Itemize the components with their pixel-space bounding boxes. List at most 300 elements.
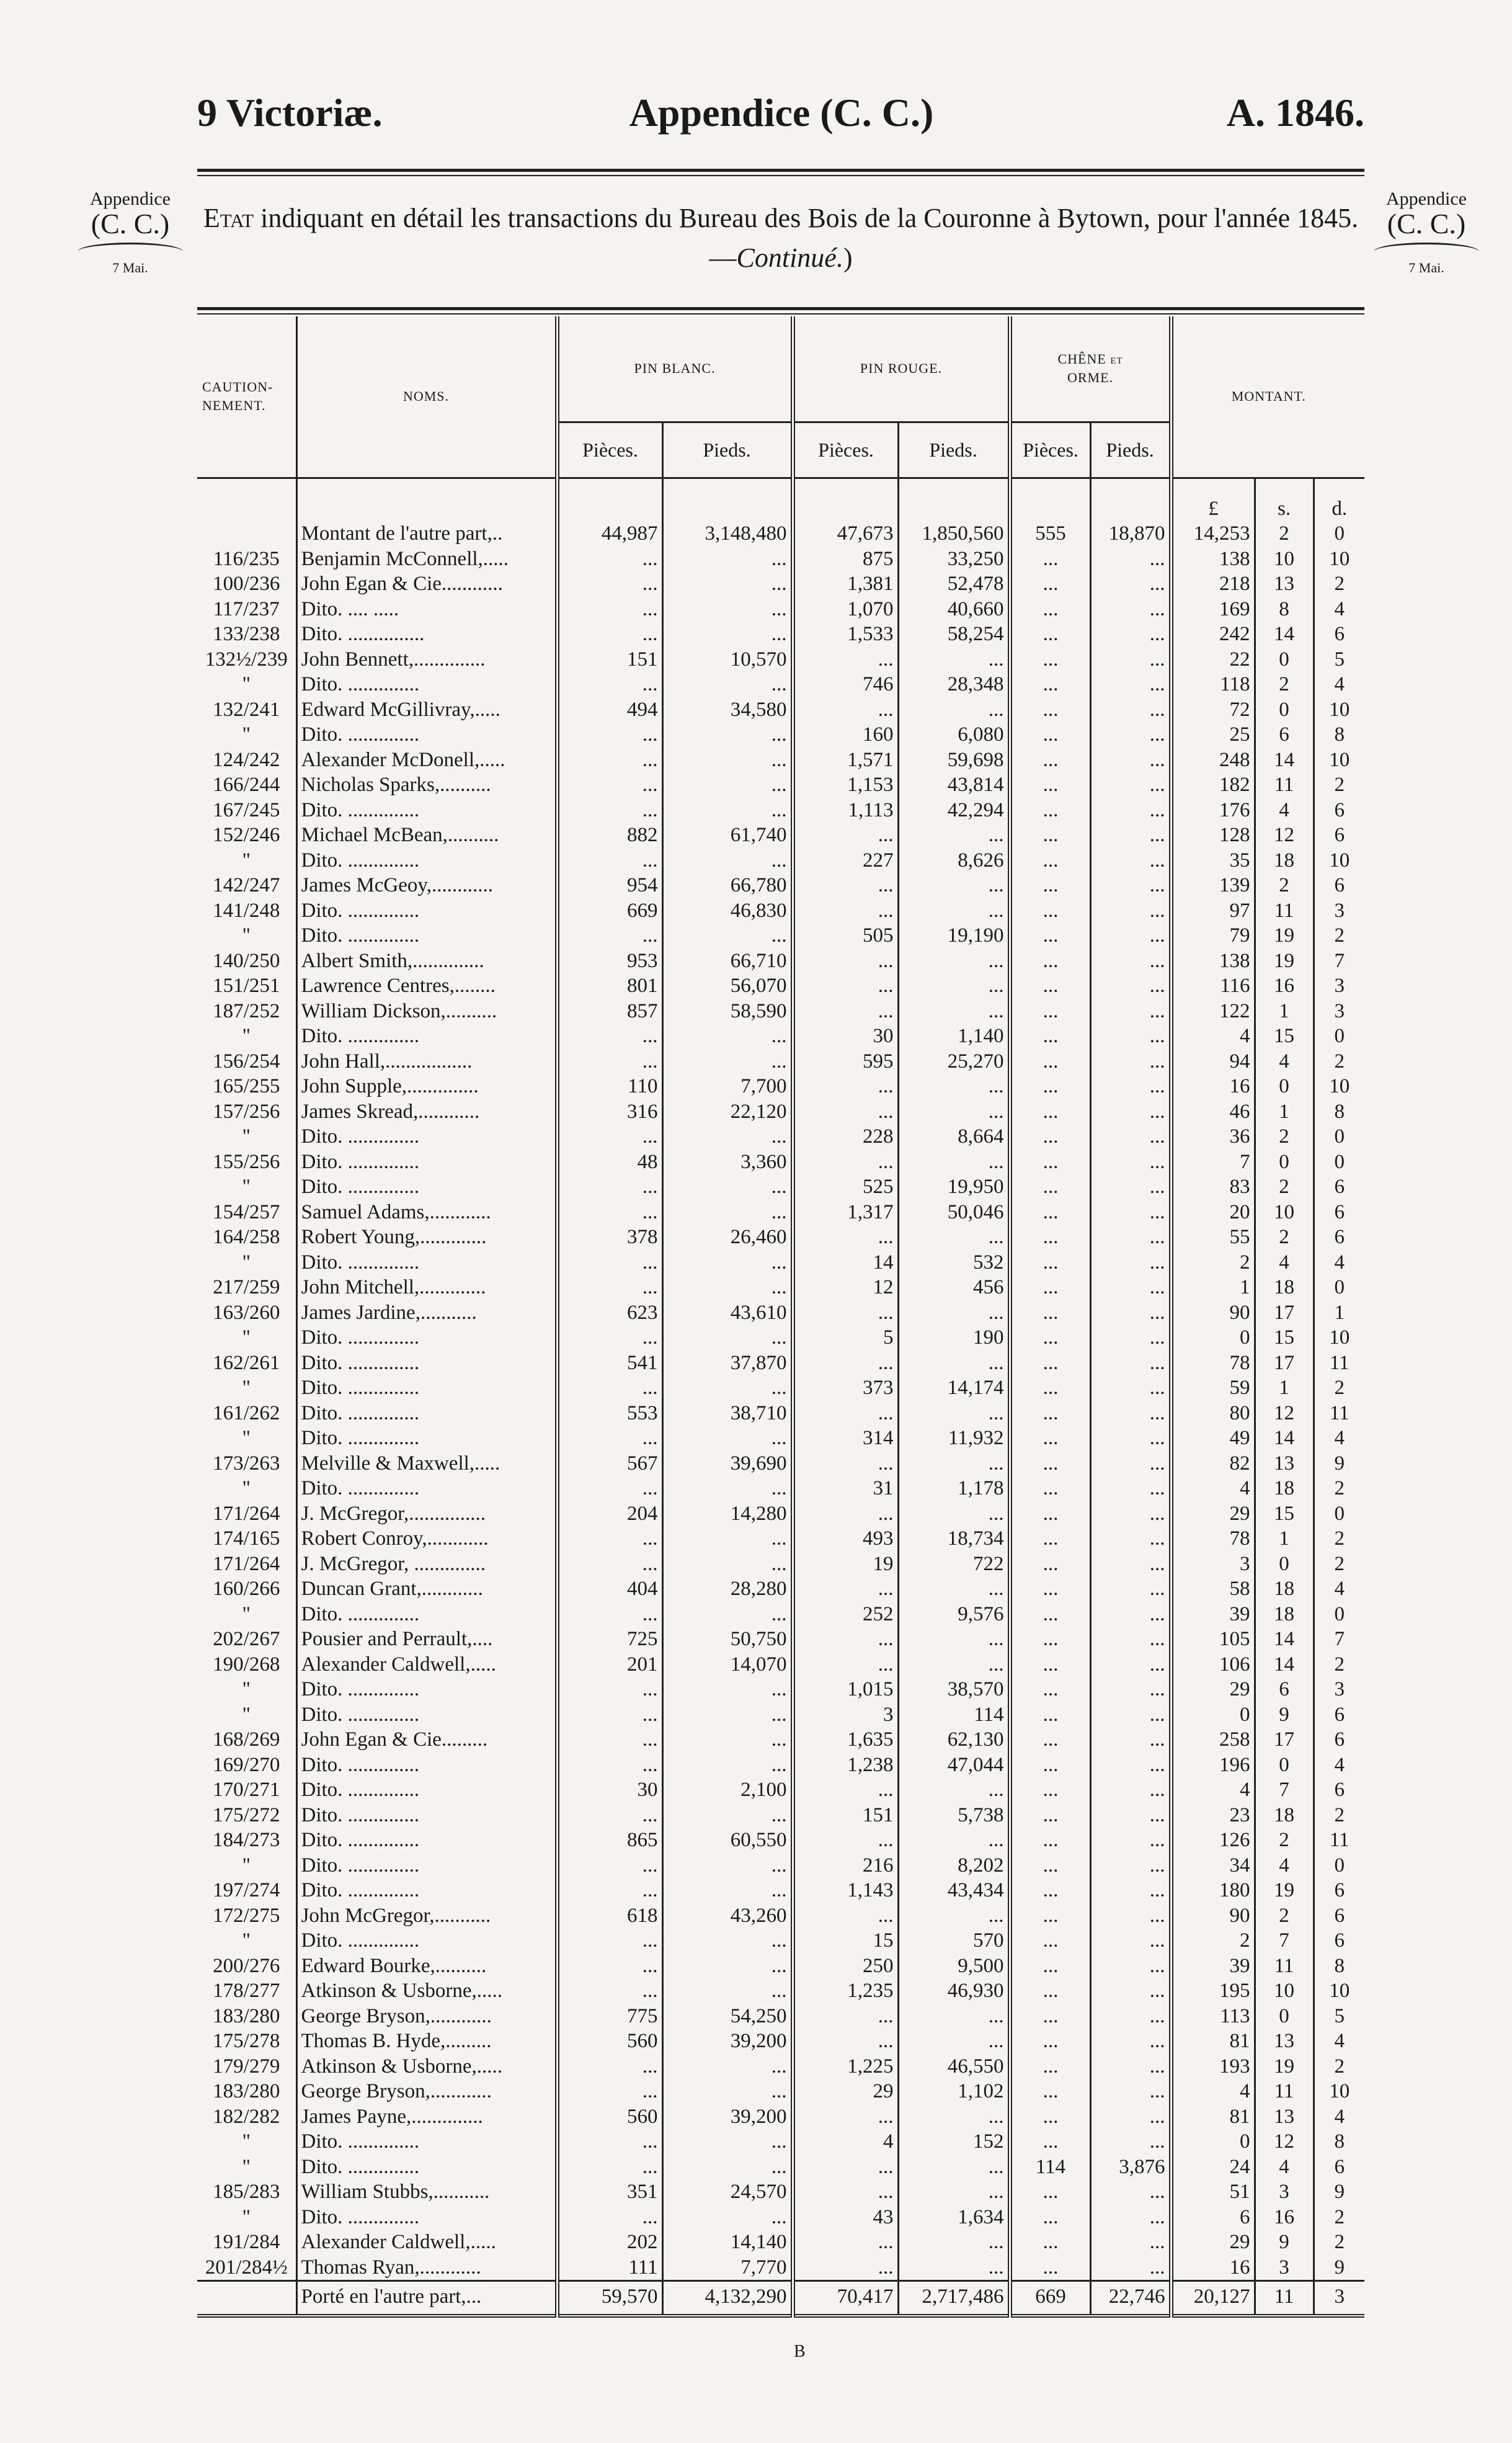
cell-pr-pieds: 1,634 — [898, 2205, 1010, 2230]
cell-co-pieces: ... — [1010, 1652, 1090, 1677]
cell-pounds: 138 — [1171, 547, 1255, 572]
cell-pounds: 118 — [1171, 672, 1255, 697]
cell-name: Dito. .............. — [296, 1124, 557, 1150]
cell-pence: 10 — [1314, 748, 1364, 773]
cell-shillings: 13 — [1255, 2029, 1314, 2054]
col-pin-blanc-pieces: Pièces. — [557, 422, 662, 478]
cell-pr-pieces: ... — [793, 1401, 898, 1426]
cell-name: Dito. .............. — [296, 1602, 557, 1627]
cell-co-pieces: ... — [1010, 1753, 1090, 1778]
cell-co-pieces: ... — [1010, 798, 1090, 823]
table-row — [197, 1853, 1364, 1878]
cell-pr-pieces: 15 — [793, 1928, 898, 1954]
cell-pr-pieds: 50,046 — [898, 1200, 1010, 1225]
cell-co-pieds: ... — [1090, 2004, 1171, 2029]
cell-pence: 3 — [1314, 898, 1364, 924]
cell-name: Dito. .............. — [296, 1150, 557, 1175]
table-row — [197, 647, 1364, 672]
cell-name: Alexander McDonell,..... — [296, 748, 557, 773]
cell-pb-pieces: 48 — [557, 1150, 662, 1175]
cell-pounds: 78 — [1171, 1526, 1255, 1552]
cell-pr-pieces: ... — [793, 1150, 898, 1175]
cell-pr-pieds: ... — [898, 2179, 1010, 2205]
cell-pr-pieds: 43,434 — [898, 1878, 1010, 1903]
cell-shillings: 18 — [1255, 1476, 1314, 1501]
total-cell-pence: 3 — [1314, 2281, 1364, 2316]
cell-pb-pieces: ... — [557, 1853, 662, 1878]
table-row — [197, 1049, 1364, 1074]
cell-name: Dito. .............. — [296, 1375, 557, 1401]
cell-co-pieces: ... — [1010, 1250, 1090, 1275]
cell-pr-pieces: 252 — [793, 1602, 898, 1627]
col-pin-rouge: PIN ROUGE. — [793, 316, 1010, 422]
cell-pr-pieces: 1,070 — [793, 597, 898, 622]
cell-shillings: 1 — [1255, 1375, 1314, 1401]
cell-shillings: 19 — [1255, 1878, 1314, 1903]
cell-name: Edward McGillivray,..... — [296, 697, 557, 723]
cell-name: Dito. .............. — [296, 1426, 557, 1451]
cell-pence: 9 — [1314, 2179, 1364, 2205]
cell-caution: 182/282 — [213, 2105, 280, 2128]
cell-shillings: 19 — [1255, 2054, 1314, 2079]
table-row — [197, 571, 1364, 597]
cell-pr-pieds: 9,500 — [898, 1954, 1010, 1979]
cell-co-pieds: ... — [1090, 848, 1171, 873]
cell-pr-pieds: ... — [898, 2255, 1010, 2281]
cell-caution: 132½/239 — [205, 648, 288, 671]
cell-shillings: 12 — [1255, 2129, 1314, 2155]
cell-pb-pieces: 151 — [557, 647, 662, 672]
cell-name: James Skread,............ — [296, 1099, 557, 1125]
cell-caution: 175/278 — [213, 2030, 280, 2052]
table-row — [197, 2029, 1364, 2054]
cell-pb-pieces: 865 — [557, 1828, 662, 1853]
table-row — [197, 949, 1364, 974]
cell-caution: 117/237 — [213, 597, 280, 620]
cell-shillings: 2 — [1255, 672, 1314, 697]
table-row — [197, 1727, 1364, 1753]
cell-co-pieds: 3,876 — [1090, 2155, 1171, 2180]
table-row — [197, 999, 1364, 1024]
cell-co-pieds: ... — [1090, 1074, 1171, 1099]
cell-caution: 151/251 — [213, 975, 280, 997]
cell-pb-pieds: 39,200 — [662, 2104, 793, 2130]
cell-name: Montant de l'autre part,.. — [296, 521, 557, 547]
cell-pr-pieces: ... — [793, 2155, 898, 2180]
cell-pb-pieces: 857 — [557, 999, 662, 1024]
cell-pr-pieds: ... — [898, 1627, 1010, 1652]
cell-pr-pieces: ... — [793, 2104, 898, 2130]
table-row — [197, 1351, 1364, 1376]
cell-pence: 10 — [1314, 1978, 1364, 2004]
cell-pb-pieds: ... — [662, 1702, 793, 1728]
cell-pb-pieces: ... — [557, 1325, 662, 1351]
cell-name: Atkinson & Usborne,..... — [296, 1978, 557, 2004]
cell-shillings: 4 — [1255, 1049, 1314, 1074]
cell-co-pieds: ... — [1090, 1677, 1171, 1702]
cell-shillings: 10 — [1255, 1200, 1314, 1225]
cell-name: Dito. .............. — [296, 798, 557, 823]
cell-caution: 183/280 — [213, 2080, 280, 2102]
cell-co-pieces: ... — [1010, 2079, 1090, 2104]
cell-caution: 169/270 — [213, 1753, 280, 1776]
cell-pr-pieces: ... — [793, 2179, 898, 2205]
cell-shillings: 17 — [1255, 1727, 1314, 1753]
cell-name: Dito. .............. — [296, 1325, 557, 1351]
col-cautionnement: CAUTION-NEMENT. — [197, 316, 296, 478]
table-row — [197, 973, 1364, 999]
cell-co-pieds: ... — [1090, 1099, 1171, 1125]
cell-co-pieces: ... — [1010, 672, 1090, 697]
cell-pence: 2 — [1314, 772, 1364, 798]
cell-shillings: 14 — [1255, 748, 1314, 773]
cell-co-pieds: ... — [1090, 2129, 1171, 2155]
cell-co-pieds: ... — [1090, 823, 1171, 848]
cell-caution: 152/246 — [213, 824, 280, 846]
side-label-code: (C. C.) — [1387, 207, 1466, 239]
cell-shillings: 10 — [1255, 1978, 1314, 2004]
cell-pb-pieces: 618 — [557, 1903, 662, 1929]
cell-pounds: 14,253 — [1171, 521, 1255, 547]
cell-pounds: 39 — [1171, 1602, 1255, 1627]
cell-co-pieds: ... — [1090, 622, 1171, 647]
cell-co-pieds: ... — [1090, 873, 1171, 898]
cell-pounds: 4 — [1171, 1476, 1255, 1501]
cell-caution: 162/261 — [213, 1351, 280, 1374]
cell-co-pieds: ... — [1090, 1978, 1171, 2004]
cell-shillings: 17 — [1255, 1300, 1314, 1326]
side-label-date: 7 Mai. — [112, 259, 148, 275]
cell-pb-pieces: ... — [557, 1275, 662, 1300]
col-pin-rouge-pieces: Pièces. — [793, 422, 898, 478]
cell-pounds: 138 — [1171, 949, 1255, 974]
cell-pr-pieds: 14,174 — [898, 1375, 1010, 1401]
cell-pr-pieces: 1,143 — [793, 1878, 898, 1903]
cell-pb-pieds: ... — [662, 2205, 793, 2230]
cell-pence: 2 — [1314, 1476, 1364, 1501]
cell-shillings: 19 — [1255, 923, 1314, 949]
cell-pr-pieces: 373 — [793, 1375, 898, 1401]
total-cell-shillings: 11 — [1255, 2281, 1314, 2316]
cell-shillings: 0 — [1255, 647, 1314, 672]
cell-pr-pieds: ... — [898, 873, 1010, 898]
table-row — [197, 2104, 1364, 2130]
cell-caution: 156/254 — [213, 1050, 280, 1073]
cell-name: Dito. .............. — [296, 2205, 557, 2230]
cell-co-pieds: ... — [1090, 1954, 1171, 1979]
cell-caution: " — [242, 1125, 251, 1148]
cell-shillings: 0 — [1255, 1150, 1314, 1175]
cell-name: Pousier and Perrault,.... — [296, 1627, 557, 1652]
cell-pr-pieces: 746 — [793, 672, 898, 697]
cell-pence: 6 — [1314, 2155, 1364, 2180]
cell-pence: 6 — [1314, 622, 1364, 647]
cell-pr-pieces: 151 — [793, 1803, 898, 1828]
cell-co-pieces: ... — [1010, 1174, 1090, 1200]
cell-pb-pieces: 30 — [557, 1777, 662, 1803]
cell-pb-pieds: ... — [662, 1174, 793, 1200]
total-cell-pounds: 20,127 — [1171, 2281, 1255, 2316]
cell-name: J. McGregor,............... — [296, 1501, 557, 1527]
cell-co-pieces: ... — [1010, 1777, 1090, 1803]
cell-co-pieces: ... — [1010, 898, 1090, 924]
cell-pounds: 22 — [1171, 647, 1255, 672]
cell-pounds: 72 — [1171, 697, 1255, 723]
table-row — [197, 823, 1364, 848]
cell-pb-pieds: 3,360 — [662, 1150, 793, 1175]
cell-pounds: 0 — [1171, 1702, 1255, 1728]
cell-pb-pieds: 2,100 — [662, 1777, 793, 1803]
cell-caution: 173/263 — [213, 1452, 280, 1475]
cell-pb-pieds: 50,750 — [662, 1627, 793, 1652]
cell-pence: 11 — [1314, 1828, 1364, 1853]
cell-pounds: 90 — [1171, 1903, 1255, 1929]
table-row — [197, 1753, 1364, 1778]
cell-name: John McGregor,........... — [296, 1903, 557, 1929]
cell-pounds: 0 — [1171, 2129, 1255, 2155]
cell-co-pieds: ... — [1090, 1903, 1171, 1929]
cell-shillings: 12 — [1255, 823, 1314, 848]
cell-pb-pieds: 7,770 — [662, 2255, 793, 2281]
cell-pb-pieds: ... — [662, 2079, 793, 2104]
cell-co-pieces: ... — [1010, 2029, 1090, 2054]
cell-pence: 2 — [1314, 1552, 1364, 1577]
col-chene-orme: CHÊNE et ORME. — [1010, 316, 1171, 422]
total-cell-pr-pieces: 70,417 — [793, 2281, 898, 2316]
cell-pence: 0 — [1314, 1501, 1364, 1527]
currency-shillings: s. — [1255, 478, 1314, 521]
cell-pr-pieds: ... — [898, 1300, 1010, 1326]
cell-caution: 178/277 — [213, 1980, 280, 2002]
cell-co-pieces: ... — [1010, 848, 1090, 873]
cell-pb-pieds: ... — [662, 1928, 793, 1954]
cell-pence: 4 — [1314, 597, 1364, 622]
cell-pr-pieces: 4 — [793, 2129, 898, 2155]
table-row — [197, 1300, 1364, 1326]
cell-pounds: 94 — [1171, 1049, 1255, 1074]
cell-pounds: 79 — [1171, 923, 1255, 949]
cell-pr-pieces: 216 — [793, 1853, 898, 1878]
col-montant: MONTANT. — [1171, 316, 1364, 478]
cell-pb-pieds: 14,280 — [662, 1501, 793, 1527]
cell-pr-pieces: 314 — [793, 1426, 898, 1451]
cell-pb-pieces: ... — [557, 1426, 662, 1451]
cell-pence: 10 — [1314, 2079, 1364, 2104]
header-appendix: Appendice (C. C.) — [629, 91, 934, 135]
cell-pr-pieds: 28,348 — [898, 672, 1010, 697]
cell-pb-pieds: 61,740 — [662, 823, 793, 848]
table-row — [197, 2054, 1364, 2079]
cell-pr-pieds: 46,550 — [898, 2054, 1010, 2079]
cell-co-pieces: ... — [1010, 1476, 1090, 1501]
cell-pb-pieces: ... — [557, 2129, 662, 2155]
cell-co-pieds: ... — [1090, 1250, 1171, 1275]
cell-pr-pieces: 14 — [793, 1250, 898, 1275]
table-row — [197, 521, 1364, 547]
cell-shillings: 11 — [1255, 1954, 1314, 1979]
cell-pr-pieds: 114 — [898, 1702, 1010, 1728]
cell-co-pieds: ... — [1090, 597, 1171, 622]
cell-pr-pieces: 1,153 — [793, 772, 898, 798]
cell-pr-pieces: ... — [793, 1099, 898, 1125]
cell-co-pieds: ... — [1090, 1200, 1171, 1225]
cell-pr-pieds: 152 — [898, 2129, 1010, 2155]
cell-pr-pieces: ... — [793, 1074, 898, 1099]
cell-shillings: 18 — [1255, 1576, 1314, 1602]
cell-caution: " — [242, 2130, 251, 2153]
cell-co-pieces: ... — [1010, 1225, 1090, 1250]
cell-name: James Payne,.............. — [296, 2104, 557, 2130]
cell-pence: 6 — [1314, 1777, 1364, 1803]
cell-caution: 201/284½ — [205, 2256, 288, 2279]
cell-pounds: 29 — [1171, 1501, 1255, 1527]
cell-pb-pieds: 46,830 — [662, 898, 793, 924]
cell-pence: 10 — [1314, 547, 1364, 572]
cell-pence: 8 — [1314, 1954, 1364, 1979]
cell-pb-pieds: 43,260 — [662, 1903, 793, 1929]
cell-shillings: 11 — [1255, 2079, 1314, 2104]
cell-pr-pieces: ... — [793, 823, 898, 848]
cell-pb-pieds: 22,120 — [662, 1099, 793, 1125]
cell-co-pieds: ... — [1090, 1049, 1171, 1074]
cell-pr-pieces: 1,113 — [793, 798, 898, 823]
cell-pence: 2 — [1314, 2205, 1364, 2230]
cell-pounds: 25 — [1171, 722, 1255, 748]
cell-pb-pieces: ... — [557, 1250, 662, 1275]
cell-co-pieds: ... — [1090, 697, 1171, 723]
cell-pr-pieces: 1,238 — [793, 1753, 898, 1778]
cell-pounds: 139 — [1171, 873, 1255, 898]
cell-pr-pieces: ... — [793, 1576, 898, 1602]
cell-pounds: 16 — [1171, 1074, 1255, 1099]
table-row — [197, 1954, 1364, 1979]
cell-name: Nicholas Sparks,.......... — [296, 772, 557, 798]
cell-pb-pieces: ... — [557, 1476, 662, 1501]
cell-pounds: 2 — [1171, 1928, 1255, 1954]
cell-pb-pieds: ... — [662, 1677, 793, 1702]
cell-co-pieces: ... — [1010, 2179, 1090, 2205]
table-row — [197, 772, 1364, 798]
cell-co-pieces: ... — [1010, 1526, 1090, 1552]
table-row — [197, 1250, 1364, 1275]
cell-shillings: 18 — [1255, 848, 1314, 873]
cell-pb-pieces: 560 — [557, 2029, 662, 2054]
cell-name: Robert Young,............. — [296, 1225, 557, 1250]
cell-shillings: 1 — [1255, 1099, 1314, 1125]
cell-pr-pieces: ... — [793, 697, 898, 723]
cell-pence: 1 — [1314, 1300, 1364, 1326]
cell-co-pieces: ... — [1010, 1954, 1090, 1979]
cell-co-pieces: ... — [1010, 2104, 1090, 2130]
cell-co-pieces: ... — [1010, 697, 1090, 723]
cell-co-pieds: ... — [1090, 1351, 1171, 1376]
cell-pr-pieds: 8,664 — [898, 1124, 1010, 1150]
cell-pb-pieds: ... — [662, 1426, 793, 1451]
cell-pr-pieds: 18,734 — [898, 1526, 1010, 1552]
total-cell-name: Porté en l'autre part,... — [296, 2281, 557, 2316]
cell-pounds: 51 — [1171, 2179, 1255, 2205]
cell-pb-pieds: ... — [662, 547, 793, 572]
cell-pr-pieces: 1,533 — [793, 622, 898, 647]
cell-pb-pieds: 60,550 — [662, 1828, 793, 1853]
cell-caution: 157/256 — [213, 1100, 280, 1123]
cell-name: Duncan Grant,............ — [296, 1576, 557, 1602]
cell-pr-pieds: 43,814 — [898, 772, 1010, 798]
cell-pr-pieces: 160 — [793, 722, 898, 748]
table-row — [197, 1602, 1364, 1627]
cell-pr-pieds: ... — [898, 2230, 1010, 2255]
cell-pr-pieds: ... — [898, 2004, 1010, 2029]
cell-co-pieds: ... — [1090, 999, 1171, 1024]
cell-pence: 4 — [1314, 2029, 1364, 2054]
cell-pb-pieces: 623 — [557, 1300, 662, 1326]
cell-pr-pieds: ... — [898, 1150, 1010, 1175]
table-row — [197, 1552, 1364, 1577]
cell-pb-pieces: ... — [557, 2079, 662, 2104]
cell-shillings: 15 — [1255, 1501, 1314, 1527]
cell-pence: 11 — [1314, 1401, 1364, 1426]
cell-shillings: 0 — [1255, 2004, 1314, 2029]
side-label-arc — [1374, 243, 1479, 261]
cell-co-pieds: ... — [1090, 1451, 1171, 1476]
cell-pr-pieds: 1,850,560 — [898, 521, 1010, 547]
cell-pb-pieds: ... — [662, 1978, 793, 2004]
cell-shillings: 7 — [1255, 1777, 1314, 1803]
cell-co-pieds: ... — [1090, 1828, 1171, 1853]
cell-pounds: 24 — [1171, 2155, 1255, 2180]
cell-shillings: 15 — [1255, 1024, 1314, 1049]
cell-pounds: 80 — [1171, 1401, 1255, 1426]
cell-pence: 10 — [1314, 1325, 1364, 1351]
table-row — [197, 1375, 1364, 1401]
cell-pence: 6 — [1314, 1200, 1364, 1225]
cell-co-pieces: ... — [1010, 1074, 1090, 1099]
cell-pr-pieds: ... — [898, 1225, 1010, 1250]
cell-co-pieds: ... — [1090, 1928, 1171, 1954]
cell-pence: 8 — [1314, 722, 1364, 748]
cell-pb-pieds: 39,690 — [662, 1451, 793, 1476]
cell-pounds: 180 — [1171, 1878, 1255, 1903]
cell-pb-pieds: ... — [662, 848, 793, 873]
cell-co-pieces: ... — [1010, 1024, 1090, 1049]
cell-pounds: 81 — [1171, 2029, 1255, 2054]
cell-pence: 2 — [1314, 571, 1364, 597]
cell-pb-pieces: ... — [557, 1878, 662, 1903]
cell-co-pieds: ... — [1090, 798, 1171, 823]
cell-caution: 141/248 — [213, 899, 280, 922]
cell-co-pieces: ... — [1010, 1978, 1090, 2004]
cell-pb-pieds: 54,250 — [662, 2004, 793, 2029]
table-row — [197, 2004, 1364, 2029]
cell-co-pieds: ... — [1090, 571, 1171, 597]
cell-pb-pieds: ... — [662, 1200, 793, 1225]
cell-shillings: 14 — [1255, 1652, 1314, 1677]
cell-pr-pieds: 42,294 — [898, 798, 1010, 823]
cell-pounds: 39 — [1171, 1954, 1255, 1979]
table-row — [197, 672, 1364, 697]
cell-pence: 4 — [1314, 1576, 1364, 1602]
cell-co-pieces: ... — [1010, 1627, 1090, 1652]
col-chene-pieces: Pièces. — [1010, 422, 1090, 478]
cell-shillings: 0 — [1255, 1074, 1314, 1099]
cell-co-pieds: ... — [1090, 547, 1171, 572]
cell-co-pieds: ... — [1090, 1426, 1171, 1451]
cell-pr-pieds: 62,130 — [898, 1727, 1010, 1753]
cell-pb-pieces: ... — [557, 1124, 662, 1150]
cell-co-pieds: ... — [1090, 1753, 1171, 1778]
cell-pr-pieds: ... — [898, 999, 1010, 1024]
cell-pence: 2 — [1314, 1803, 1364, 1828]
